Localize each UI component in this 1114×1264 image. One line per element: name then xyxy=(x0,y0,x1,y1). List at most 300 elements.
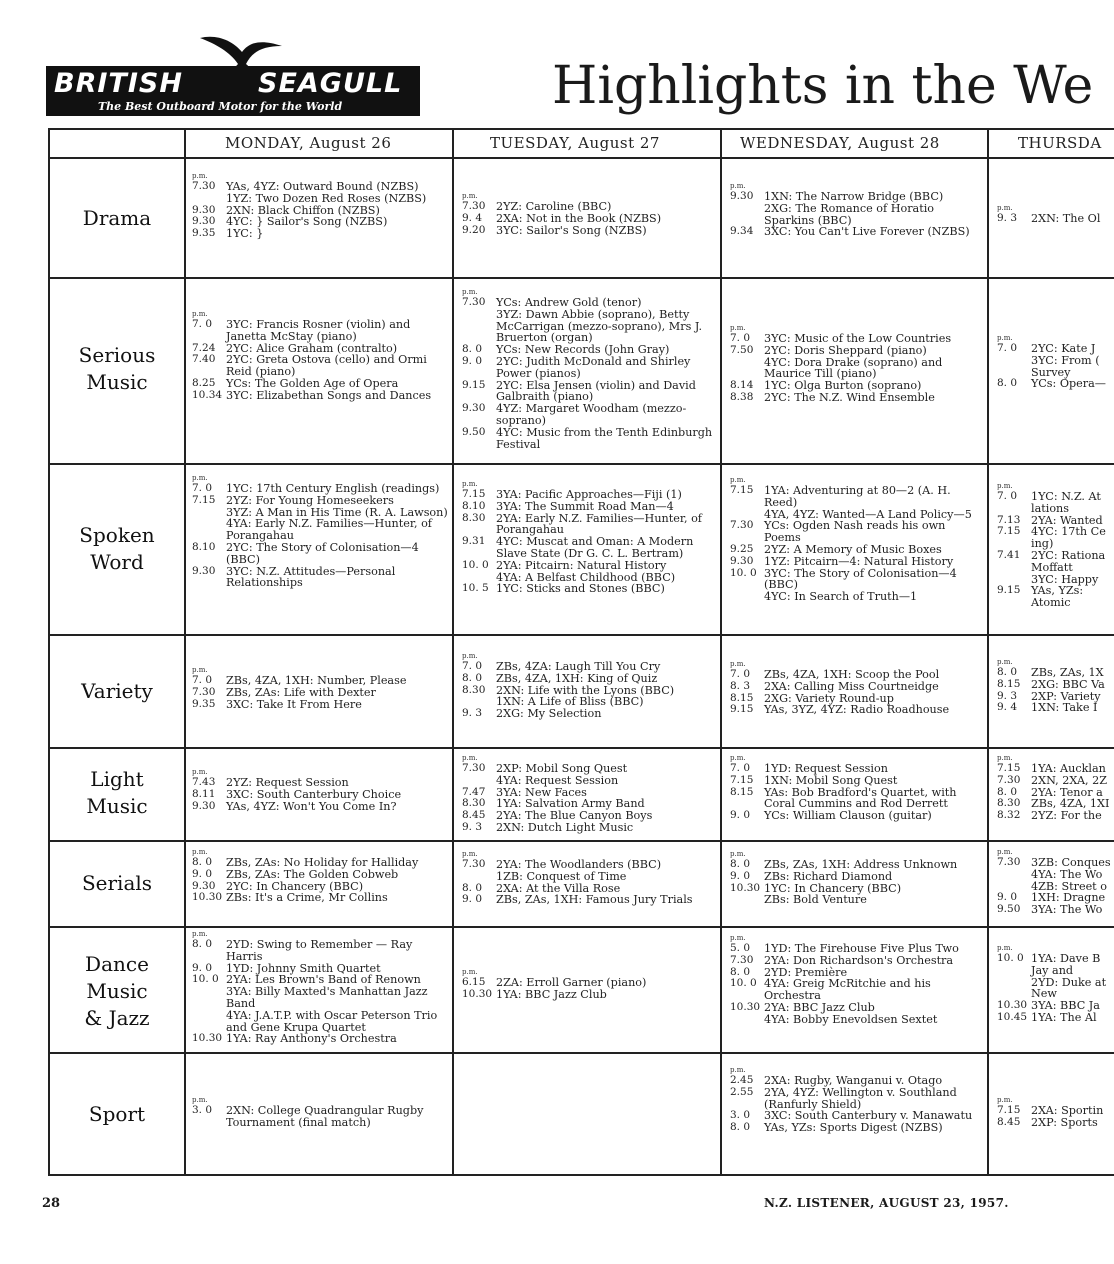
programme-time: 7.43 xyxy=(192,776,216,788)
programme-entry xyxy=(997,904,1114,916)
programme-title: 4YZ: Margaret Woodham (mezzo-soprano) xyxy=(496,402,687,427)
programme-time xyxy=(997,355,1031,367)
programme-time xyxy=(192,193,226,205)
pm-marker: p.m. xyxy=(997,848,1013,856)
programme-title: 1YC: N.Z. At lations xyxy=(1031,490,1101,515)
column-rule xyxy=(987,128,989,1176)
programme-time: 9.31 xyxy=(462,535,486,548)
day-header-thursday: THURSDA xyxy=(1018,134,1102,152)
programme-title: 1YZ: Pitcairn—4: Natural History xyxy=(764,554,954,568)
programme-entry xyxy=(192,699,448,711)
programme-time: 9. 0 xyxy=(192,867,213,880)
programme-time xyxy=(730,357,764,381)
programme-title: 2YA: Les Brown's Band of Renown xyxy=(226,973,421,987)
programme-entry xyxy=(462,989,716,1001)
programme-time: 9.20 xyxy=(462,223,486,236)
programme-title: YAs, YZs: Atomic xyxy=(1031,584,1084,609)
programme-time: 8.15 xyxy=(730,691,754,704)
programme-entry xyxy=(997,355,1114,367)
programme-time: 8.38 xyxy=(730,390,754,403)
programme-time: 7.15 xyxy=(997,525,1021,538)
cell-drama-thursday xyxy=(997,204,1114,225)
programme-time: 8.10 xyxy=(192,540,216,553)
programme-title: ZBs: It's a Crime, Mr Collins xyxy=(226,891,388,905)
programme-title: ZBs, ZAs: No Holiday for Halliday xyxy=(226,856,419,869)
programme-time: 9.30 xyxy=(730,554,754,567)
programme-entry xyxy=(997,378,1114,390)
pm-marker: p.m. xyxy=(192,930,208,938)
pm-marker: p.m. xyxy=(462,288,478,296)
programme-time: 8.45 xyxy=(462,809,486,822)
cell-sport-monday xyxy=(192,1096,448,1129)
programme-title: 4YA: Early N.Z. Families—Hunter, of Porangahau xyxy=(226,517,432,543)
programme-title: 2XP: Mobil Song Quest xyxy=(496,762,628,775)
programme-title: 3YC: Sailor's Song (NZBS) xyxy=(496,223,647,237)
programme-entry xyxy=(997,702,1114,714)
pm-marker: p.m. xyxy=(997,658,1013,666)
programme-time: 9. 0 xyxy=(997,891,1018,904)
programme-title: 3YA: BBC Ja xyxy=(1031,999,1100,1013)
programme-time: 8. 0 xyxy=(192,856,213,868)
cell-sport-wednesday xyxy=(730,1066,984,1134)
programme-title: 1YD: The Firehouse Five Plus Two xyxy=(764,942,959,955)
cell-dance-thursday xyxy=(997,944,1114,1024)
programme-time: 9. 0 xyxy=(730,869,751,882)
programme-title: 2XA: At the Villa Rose xyxy=(496,881,621,895)
programme-time: 8. 0 xyxy=(462,881,483,894)
programme-time: 7.41 xyxy=(997,548,1021,561)
cell-spoken-wednesday xyxy=(730,476,984,603)
programme-title: 1XN: The Narrow Bridge (BBC) xyxy=(764,190,944,203)
cell-serials-wednesday xyxy=(730,850,984,906)
programme-entry xyxy=(462,871,716,883)
programme-time: 7. 0 xyxy=(997,342,1018,354)
programme-title: 3YA: New Faces xyxy=(496,785,587,799)
programme-time: 9.30 xyxy=(192,799,216,812)
programme-time: 10. 0 xyxy=(192,973,219,986)
programme-entry xyxy=(192,1010,448,1034)
programme-time: 7. 0 xyxy=(462,660,483,672)
programme-title: 2YC: Kate J xyxy=(1031,342,1096,355)
row-rule xyxy=(48,1052,1114,1054)
programme-title: ZBs, 4ZA, 1XI xyxy=(1031,797,1110,811)
row-rule xyxy=(48,463,1114,465)
row-rule xyxy=(48,277,1114,279)
programme-title: 4YA: J.A.T.P. with Oscar Peterson Trio and Gene Krupa Quartet xyxy=(226,1008,438,1034)
programme-time: 8.30 xyxy=(462,683,486,696)
programme-entry xyxy=(730,775,984,787)
programme-time: 10.45 xyxy=(997,1010,1028,1023)
pm-marker: p.m. xyxy=(730,850,746,858)
programme-entry xyxy=(730,345,984,357)
programme-title: 2YZ: A Memory of Music Boxes xyxy=(764,542,942,556)
pm-marker: p.m. xyxy=(462,652,478,660)
cell-variety-wednesday xyxy=(730,660,984,716)
programme-time xyxy=(730,894,764,906)
programme-entry xyxy=(192,390,448,402)
table-top-rule xyxy=(48,128,1114,130)
programme-title: 3YC: Happy xyxy=(1031,572,1099,586)
programme-title: 1YA: Salvation Army Band xyxy=(496,797,645,811)
cell-serials-thursday xyxy=(997,848,1114,916)
programme-time xyxy=(192,1010,226,1034)
programme-entry xyxy=(192,789,448,801)
programme-entry xyxy=(192,518,448,542)
programme-title: YAs, 4YZ: Won't You Come In? xyxy=(226,799,397,813)
cell-light-monday xyxy=(192,768,448,812)
programme-time: 7.40 xyxy=(192,353,216,366)
programme-time: 3. 0 xyxy=(192,1104,213,1116)
row-rule xyxy=(48,747,1114,749)
programme-time: 2.45 xyxy=(730,1074,754,1086)
programme-time: 9. 4 xyxy=(462,211,483,224)
programme-title: 1ZB: Conquest of Time xyxy=(496,869,627,883)
programme-title: 2XG: BBC Va xyxy=(1031,677,1105,691)
programme-time: 10.30 xyxy=(192,891,223,904)
cell-sport-thursday xyxy=(997,1096,1114,1129)
programme-title: ZBs, ZAs, 1X xyxy=(1031,666,1104,679)
programme-time: 9. 3 xyxy=(997,212,1018,224)
pm-marker: p.m. xyxy=(462,480,478,488)
programme-time: 8.14 xyxy=(730,379,754,392)
cell-spoken-thursday xyxy=(997,482,1114,609)
pm-marker: p.m. xyxy=(462,754,478,762)
pm-marker: p.m. xyxy=(997,482,1013,490)
programme-title: 1YD: Johnny Smith Quartet xyxy=(226,961,381,975)
programme-time xyxy=(730,203,764,227)
category-sport: Sport xyxy=(88,1102,146,1126)
programme-entry xyxy=(997,585,1114,609)
programme-entry xyxy=(730,787,984,811)
programme-title: 2YA: Early N.Z. Families—Hunter, of Porangahau xyxy=(496,511,702,537)
programme-time: 8.10 xyxy=(462,499,486,512)
row-rule xyxy=(48,634,1114,636)
pm-marker: p.m. xyxy=(192,768,208,776)
programme-entry xyxy=(462,356,716,380)
programme-entry xyxy=(192,319,448,343)
programme-title: 3ZB: Conques xyxy=(1031,856,1111,869)
programme-title: 1YC: Olga Burton (soprano) xyxy=(764,379,922,393)
pm-marker: p.m. xyxy=(192,172,208,180)
programme-time: 10.30 xyxy=(462,987,493,1000)
programme-entry xyxy=(997,977,1114,1001)
programme-time: 7. 0 xyxy=(730,332,751,344)
programme-time: 8. 0 xyxy=(462,343,483,356)
row-rule xyxy=(48,926,1114,928)
pm-marker: p.m. xyxy=(462,968,478,976)
programme-title: YAs, YZs: Sports Digest (NZBS) xyxy=(764,1121,943,1135)
programme-time: 8. 3 xyxy=(730,679,751,692)
programme-title: 2YC: The Story of Colonisation—4 (BBC) xyxy=(226,540,419,566)
programme-title: 2YA: Don Richardson's Orchestra xyxy=(764,953,954,967)
programme-entry xyxy=(192,495,448,507)
cell-variety-monday xyxy=(192,666,448,710)
programme-title: 1YA: Ray Anthony's Orchestra xyxy=(226,1032,397,1046)
programme-title: 2YA: BBC Jazz Club xyxy=(764,1000,875,1014)
programme-time: 6.15 xyxy=(462,976,486,988)
programme-title: 2XN: Life with the Lyons (BBC) xyxy=(496,683,675,697)
pm-marker: p.m. xyxy=(997,1096,1013,1104)
programme-title: 4YC: 17th Ce ing) xyxy=(1031,525,1106,551)
programme-time xyxy=(997,869,1031,881)
programme-title: 1YC: Sticks and Stones (BBC) xyxy=(496,582,665,596)
programme-title: 2ZA: Erroll Garner (piano) xyxy=(496,976,647,989)
programme-time: 8. 0 xyxy=(997,785,1018,798)
cell-serious-tuesday xyxy=(462,288,716,450)
programme-entry xyxy=(730,894,984,906)
programme-time xyxy=(192,507,226,519)
programme-title: 2YC: The N.Z. Wind Ensemble xyxy=(764,390,935,404)
programme-entry xyxy=(730,810,984,822)
cell-dance-monday xyxy=(192,930,448,1045)
programme-time: 9.30 xyxy=(192,203,216,216)
programme-title: 2YD: Duke at New xyxy=(1031,975,1107,1001)
programme-time: 8. 0 xyxy=(730,1121,751,1134)
programme-title: 4YA: The Wo xyxy=(1031,867,1103,881)
programme-title: 3YC: From ( xyxy=(1031,353,1100,367)
programme-title: 4YC: Muscat and Oman: A Modern Slave State (Dr G. C. L. Bertram) xyxy=(496,535,694,560)
programme-entry xyxy=(997,679,1114,691)
programme-entry xyxy=(462,583,716,595)
programme-title: 2YA: Pitcairn: Natural History xyxy=(496,558,667,572)
programme-time: 9. 0 xyxy=(730,809,751,822)
programme-time: 9.50 xyxy=(462,425,486,438)
programme-title: 2XG: The Romance of Horatio Sparkins (BBC) xyxy=(764,201,935,227)
programme-entry xyxy=(730,568,984,592)
programme-title: ZBs, ZAs: The Golden Cobweb xyxy=(226,867,399,881)
programme-time: 7.30 xyxy=(997,773,1021,786)
programme-time: 9.15 xyxy=(730,703,754,716)
programme-time: 7.50 xyxy=(730,343,754,356)
programme-title: 1YC: In Chancery (BBC) xyxy=(764,881,902,895)
pm-marker: p.m. xyxy=(997,944,1013,952)
cell-serious-monday xyxy=(192,310,448,402)
programme-time: 8.32 xyxy=(997,809,1021,822)
programme-title: YCs: Opera— xyxy=(1031,377,1106,391)
programme-time: 10.30 xyxy=(730,881,761,894)
programme-time: 9.30 xyxy=(192,879,216,892)
programme-title: 2YA, 4YZ: Wellington v. Southland (Ranfurly Shield) xyxy=(764,1085,957,1111)
programme-title: 2XN: Dutch Light Music xyxy=(496,820,634,834)
programme-time: 10.34 xyxy=(192,388,223,401)
programme-entry xyxy=(192,1033,448,1045)
programme-time: 8. 0 xyxy=(997,666,1018,678)
programme-time xyxy=(462,871,496,883)
programme-title: 1XH: Dragne xyxy=(1031,891,1106,905)
programme-time: 7.30 xyxy=(462,858,486,870)
programme-title: 1XN: Mobil Song Quest xyxy=(764,773,898,787)
programme-title: 1XN: Take I xyxy=(1031,701,1098,715)
programme-title: 2XA: Sportin xyxy=(1031,1104,1104,1117)
day-header-monday: MONDAY, August 26 xyxy=(225,134,392,152)
programme-entry xyxy=(462,822,716,834)
page-headline: Highlights in the We xyxy=(552,56,1094,116)
programme-entry xyxy=(462,536,716,560)
programme-entry xyxy=(997,526,1114,550)
programme-time: 7. 0 xyxy=(730,762,751,774)
programme-title: YCs: The Golden Age of Opera xyxy=(226,376,399,390)
programme-time xyxy=(462,309,496,344)
programme-title: 3YZ: A Man in His Time (R. A. Lawson) xyxy=(226,505,448,519)
cell-drama-tuesday xyxy=(462,192,716,236)
programme-title: 2XG: My Selection xyxy=(496,707,602,721)
programme-title: 3XC: Take It From Here xyxy=(226,697,362,711)
programme-title: 4ZB: Street o xyxy=(1031,879,1107,893)
programme-time: 10.30 xyxy=(192,1032,223,1045)
page-number: 28 xyxy=(42,1196,61,1211)
cell-variety-thursday xyxy=(997,658,1114,714)
programme-entry xyxy=(192,566,448,590)
programme-title: 3YA: The Summit Road Man—4 xyxy=(496,499,674,513)
programme-entry xyxy=(192,801,448,813)
cell-drama-wednesday xyxy=(730,182,984,238)
pm-marker: p.m. xyxy=(462,192,478,200)
programme-title: 2XA: Calling Miss Courtneidge xyxy=(764,679,939,693)
programme-title: 1YA: Dave B Jay and xyxy=(1031,952,1101,977)
programme-time: 7.30 xyxy=(192,180,216,192)
programme-title: 3YC: Francis Rosner (violin) and Janetta McStay (piano) xyxy=(226,318,411,343)
programme-title: YAs, 4YZ: Outward Bound (NZBS) xyxy=(226,180,419,193)
programme-title: 2YA: The Blue Canyon Boys xyxy=(496,809,653,823)
programme-title: 2XA: Not in the Book (NZBS) xyxy=(496,211,662,225)
programme-entry xyxy=(997,491,1114,515)
programme-entry xyxy=(192,354,448,378)
programme-title: ZBs, 4ZA, 1XH: Scoop the Pool xyxy=(764,668,940,681)
programme-title: 2YZ: For Young Homeseekers xyxy=(226,493,394,507)
programme-entry xyxy=(730,871,984,883)
programme-time: 9.30 xyxy=(192,215,216,228)
programme-time xyxy=(730,1014,764,1026)
programme-title: 3YC: The Story of Colonisation—4 (BBC) xyxy=(764,566,957,592)
day-header-tuesday: TUESDAY, August 27 xyxy=(490,134,660,152)
programme-title: 4YA: Request Session xyxy=(496,773,619,787)
programme-entry xyxy=(730,544,984,556)
programme-entry xyxy=(997,810,1114,822)
programme-title: YAs: Bob Bradford's Quartet, with Coral Cummins and Rod Derrett xyxy=(764,785,957,811)
category-spoken-word: Spoken Word xyxy=(79,523,155,574)
programme-title: ZBs, ZAs: Life with Dexter xyxy=(226,685,376,699)
programme-time: 7.15 xyxy=(730,773,754,786)
programme-time: 7.30 xyxy=(730,519,754,532)
cell-light-thursday xyxy=(997,754,1114,822)
programme-entry xyxy=(192,892,448,904)
table-bottom-rule xyxy=(48,1174,1114,1176)
pm-marker: p.m. xyxy=(997,334,1013,342)
programme-title: 2YA: Wanted xyxy=(1031,513,1103,527)
category-light-music: Light Music xyxy=(86,767,148,818)
day-header-rule xyxy=(48,157,1114,159)
programme-time: 7.30 xyxy=(192,685,216,698)
programme-time: 5. 0 xyxy=(730,942,751,954)
day-header-wednesday: WEDNESDAY, August 28 xyxy=(740,134,940,152)
programme-title: 1YD: Request Session xyxy=(764,762,888,775)
programme-title: Survey xyxy=(1031,365,1071,379)
programme-time xyxy=(462,775,496,787)
programme-time: 8.15 xyxy=(730,785,754,798)
programme-title: 1XN: A Life of Bliss (BBC) xyxy=(496,695,644,709)
pm-marker: p.m. xyxy=(730,324,746,332)
programme-title: 2YA: Tenor a xyxy=(1031,785,1103,799)
programme-title: 3XC: South Canterbury Choice xyxy=(226,787,402,801)
programme-entry xyxy=(730,704,984,716)
programme-time: 9. 0 xyxy=(192,961,213,974)
programme-entry xyxy=(192,542,448,566)
programme-time: 8. 0 xyxy=(462,671,483,684)
programme-time: 7.47 xyxy=(462,785,486,798)
programme-time: 7.15 xyxy=(997,1104,1021,1116)
programme-time: 10. 0 xyxy=(730,977,757,990)
programme-time: 9. 0 xyxy=(462,893,483,906)
programme-title: ZBs, 4ZA, 1XH: King of Quiz xyxy=(496,671,658,685)
cell-spoken-monday xyxy=(192,474,448,589)
cell-serious-thursday xyxy=(997,334,1114,390)
programme-title: 4YA, 4YZ: Wanted—A Land Policy—5 xyxy=(764,507,972,521)
programme-entry xyxy=(730,955,984,967)
programme-entry xyxy=(730,978,984,1002)
programme-title: YCs: Ogden Nash reads his own Poems xyxy=(764,519,946,545)
programme-title: 2YC: Judith McDonald and Shirley Power (pianos) xyxy=(496,354,691,380)
programme-time: 9.30 xyxy=(730,190,754,202)
programme-entry xyxy=(730,591,984,603)
programme-entry xyxy=(730,357,984,381)
programme-title: 3YC: Elizabethan Songs and Dances xyxy=(226,388,432,402)
programme-title: 2YC: Doris Sheppard (piano) xyxy=(764,343,927,357)
programme-time: 10. 0 xyxy=(462,558,489,571)
programme-time: 7.30 xyxy=(462,296,486,308)
programme-time: 8.25 xyxy=(192,376,216,389)
pm-marker: p.m. xyxy=(192,848,208,856)
programme-time: 9.30 xyxy=(462,402,486,415)
programme-title: 1YA: Adventuring at 80—2 (A. H. Reed) xyxy=(764,484,951,509)
programme-time: 9.25 xyxy=(730,542,754,555)
programme-time: 7.24 xyxy=(192,341,216,354)
programme-title: 1YA: Aucklan xyxy=(1031,762,1106,775)
programme-title: 1YZ: Two Dozen Red Roses (NZBS) xyxy=(226,191,427,205)
programme-time: 7.30 xyxy=(730,953,754,966)
programme-time: 9. 3 xyxy=(462,820,483,833)
programme-entry xyxy=(462,560,716,572)
programme-time: 9. 4 xyxy=(997,701,1018,714)
cell-dance-wednesday xyxy=(730,934,984,1026)
programme-time: 7. 0 xyxy=(192,318,213,330)
programme-title: 4YC: In Search of Truth—1 xyxy=(764,590,918,604)
programme-entry xyxy=(730,1122,984,1134)
pm-marker: p.m. xyxy=(462,850,478,858)
programme-title: 1YA: The Al xyxy=(1031,1010,1097,1024)
programme-time: 9. 3 xyxy=(462,707,483,720)
programme-title: 3YC: N.Z. Attitudes—Personal Relationships xyxy=(226,564,396,590)
programme-entry xyxy=(730,520,984,544)
programme-time: 8.15 xyxy=(997,677,1021,690)
programme-time: 7. 0 xyxy=(192,482,213,494)
programme-entry xyxy=(462,309,716,344)
programme-time: 9.34 xyxy=(730,225,754,238)
programme-title: 2YD: Première xyxy=(764,965,848,979)
programme-title: ZBs: Richard Diamond xyxy=(764,869,893,883)
programme-entry xyxy=(462,427,716,451)
programme-title: 3YA: Pacific Approaches—Fiji (1) xyxy=(496,488,682,501)
programme-entry xyxy=(192,1105,448,1129)
programme-title: 3YC: Music of the Low Countries xyxy=(764,332,952,345)
pm-marker: p.m. xyxy=(730,934,746,942)
pm-marker: p.m. xyxy=(192,474,208,482)
programme-entry xyxy=(192,986,448,1010)
programme-title: 2XG: Variety Round-up xyxy=(764,691,894,705)
programme-entry xyxy=(462,225,716,237)
category-variety: Variety xyxy=(81,679,153,703)
programme-time: 8. 0 xyxy=(997,377,1018,390)
programme-entry xyxy=(997,775,1114,787)
